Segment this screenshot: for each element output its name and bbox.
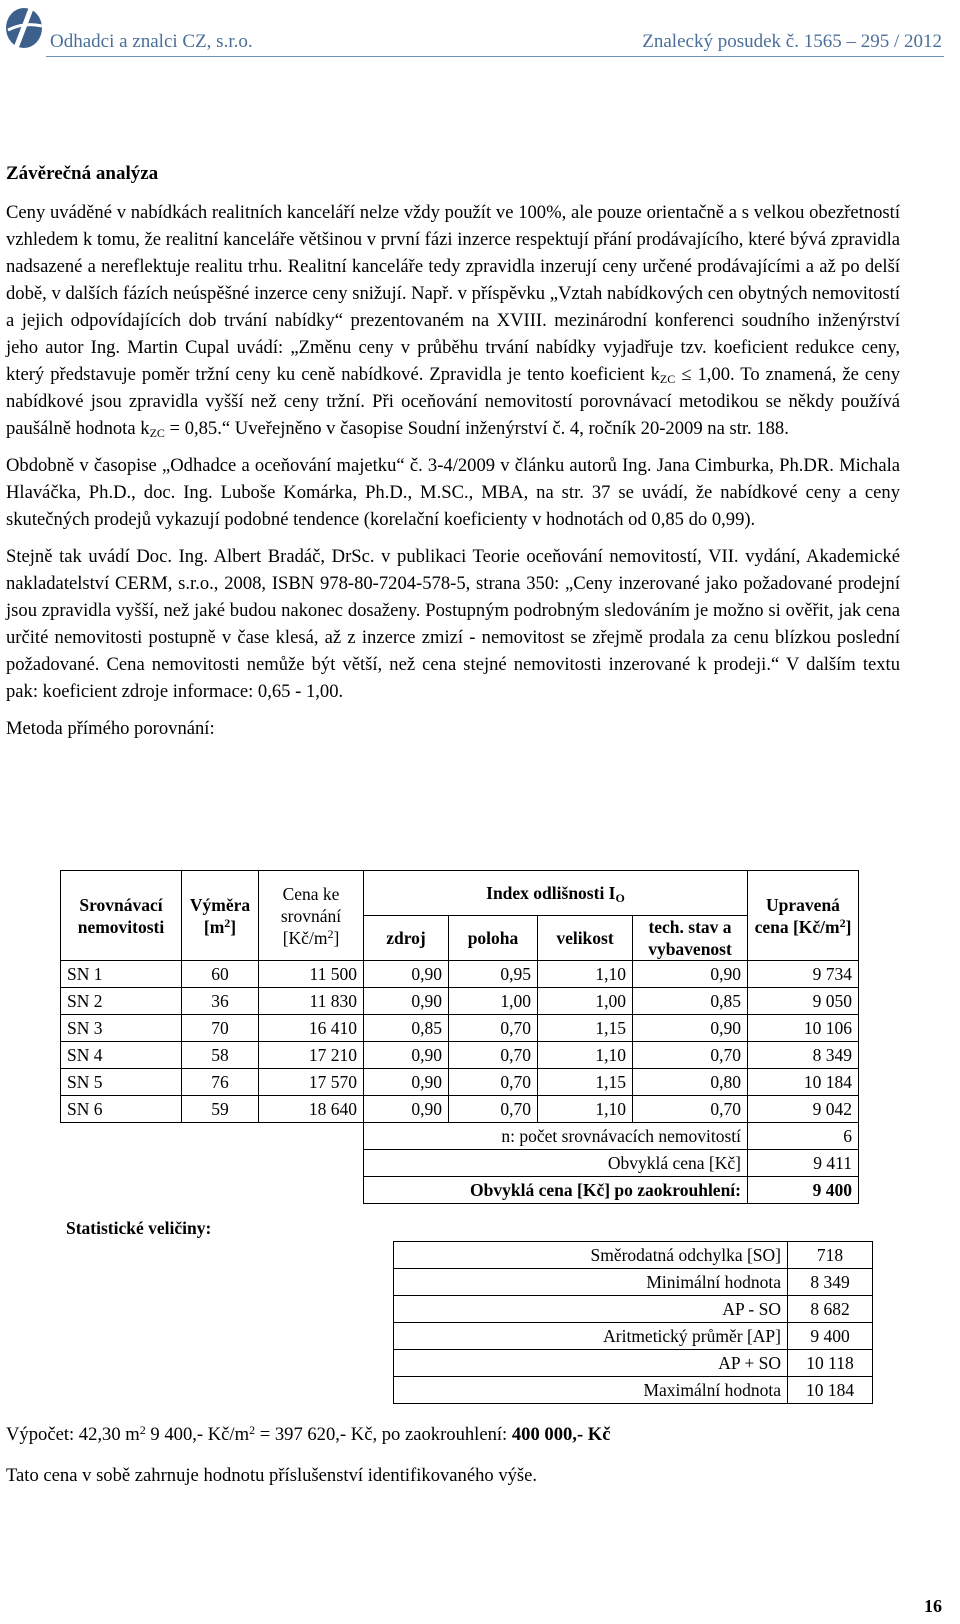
- paragraph-1-part-c: = 0,85.“ Uveřejněno v časopise Soudní inženýrství č. 4, ročník 20-2009 na str. 188.: [164, 418, 789, 439]
- superscript: 2: [224, 915, 231, 930]
- comparison-table: [60, 870, 859, 1204]
- superscript: 2: [139, 1423, 146, 1437]
- table-cell: SN 3: [61, 1015, 182, 1042]
- table-cell: 1,10: [538, 961, 633, 988]
- summary-row-rounded: [61, 1177, 859, 1204]
- statistics-row: [394, 1242, 873, 1269]
- statistic-value: 10 118: [788, 1350, 873, 1377]
- table-cell: 1,15: [538, 1015, 633, 1042]
- col-area-label: Výměra [m: [189, 894, 251, 937]
- calc-part-c: = 397 620,- Kč, po zaokrouhlení:: [255, 1424, 512, 1445]
- table-cell: 0,85: [364, 1015, 449, 1042]
- header-report-number: Znalecký posudek č. 1565 – 295 / 2012: [642, 31, 942, 52]
- subscript-zc: ZC: [149, 426, 165, 440]
- section-title: Závěrečná analýza: [6, 163, 159, 184]
- header-company: Odhadci a znalci CZ, s.r.o.: [50, 31, 253, 52]
- statistic-label: Aritmetický průměr [AP]: [394, 1323, 788, 1350]
- table-cell: 18 640: [259, 1096, 364, 1123]
- statistic-value: 8 682: [788, 1296, 873, 1323]
- table-cell: 9 050: [748, 988, 859, 1015]
- statistics-label: Statistické veličiny:: [66, 1218, 212, 1238]
- col-tech: tech. stav a vybavenost: [633, 916, 748, 961]
- table-cell: 16 410: [259, 1015, 364, 1042]
- subscript: O: [615, 891, 625, 905]
- col-adjusted-end: ]: [845, 916, 852, 937]
- col-area-end: ]: [230, 916, 237, 937]
- table-cell: 0,90: [633, 961, 748, 988]
- col-price-label: Cena ke srovnání [Kč/m: [280, 883, 342, 948]
- table-cell: 1,00: [538, 988, 633, 1015]
- table-cell: 17 570: [259, 1069, 364, 1096]
- company-logo-icon: [4, 4, 46, 50]
- table-cell: 1,10: [538, 1096, 633, 1123]
- statistic-label: Minimální hodnota: [394, 1269, 788, 1296]
- col-area: [182, 871, 259, 961]
- table-cell: 0,70: [449, 1015, 538, 1042]
- table-cell: 0,90: [633, 1015, 748, 1042]
- table-cell: 0,90: [364, 1042, 449, 1069]
- blank-cell: [61, 1123, 364, 1150]
- table-cell: 0,70: [449, 1042, 538, 1069]
- header-divider: [46, 56, 944, 57]
- table-cell: SN 5: [61, 1069, 182, 1096]
- statistics-row: [394, 1269, 873, 1296]
- summary-count-value: 6: [748, 1123, 859, 1150]
- table-cell: SN 1: [61, 961, 182, 988]
- col-adjusted-label: Upravená cena [Kč/m: [754, 894, 840, 937]
- table-cell: 0,90: [364, 1069, 449, 1096]
- table-cell: 9 734: [748, 961, 859, 988]
- statistic-label: Maximální hodnota: [394, 1377, 788, 1404]
- statistics-row: [394, 1323, 873, 1350]
- summary-row-average: [61, 1150, 859, 1177]
- table-row: [61, 1042, 859, 1069]
- table-cell: 1,00: [449, 988, 538, 1015]
- page-header: [0, 0, 960, 60]
- table-cell: 0,70: [449, 1096, 538, 1123]
- table-cell: 0,70: [633, 1042, 748, 1069]
- table-cell: 10 184: [748, 1069, 859, 1096]
- superscript: 2: [249, 1423, 256, 1437]
- calc-part-b: 9 400,- Kč/m: [145, 1424, 250, 1445]
- table-row: [61, 961, 859, 988]
- statistic-value: 718: [788, 1242, 873, 1269]
- col-adjusted: [748, 871, 859, 961]
- table-cell: 76: [182, 1069, 259, 1096]
- col-price-end: ]: [333, 927, 340, 948]
- paragraph-2: Obdobně v časopise „Odhadce a oceňování majetku“ č. 3-4/2009 v článku autorů Ing. Jana Cimburka, Ph.DR. Michala Hlaváčka, Ph.D., doc. Ing. Luboše Komárka, Ph.D., M.SC., MBA, na str. 37 se uvádí, že nabídkové ceny a ceny skutečných prodejů vykazují podobné tendence (korelační koeficienty v hodnotách od 0,85 do 0,99).: [6, 455, 900, 530]
- col-price: [259, 871, 364, 961]
- table-cell: 0,90: [364, 961, 449, 988]
- statistics-row: [394, 1350, 873, 1377]
- summary-rounded-value: 9 400: [748, 1177, 859, 1204]
- table-header-row: [61, 871, 859, 916]
- statistic-label: Směrodatná odchylka [SO]: [394, 1242, 788, 1269]
- table-cell: 0,70: [449, 1069, 538, 1096]
- col-location: poloha: [449, 916, 538, 961]
- col-source: zdroj: [364, 916, 449, 961]
- statistic-label: AP - SO: [394, 1296, 788, 1323]
- summary-count-label: n: počet srovnávacích nemovitostí: [364, 1123, 748, 1150]
- col-size: velikost: [538, 916, 633, 961]
- paragraph-3: Stejně tak uvádí Doc. Ing. Albert Bradáč, DrSc. v publikaci Teorie oceňování nemovitostí, VII. vydání, Akademické nakladatelství CERM, s.r.o., 2008, ISBN 978-80-7204-578-5, strana 350: „Ceny inzerované jako požadované prodejní jsou zpravidla vyšší, než jaké budou nakonec dosaženy. Postupným podrobným sledováním je možno si ověřit, jak cena určité nemovitosti postupně v čase klesá, až z inzerce zmizí - nemovitost se zřejmě prodala za cenu blízkou poslední požadované. Cena nemovitosti nemůže být větší, než cena stejné nemovitosti inzerované k prodeji.“ V dalším textu pak: koeficient zdroje informace: 0,65 - 1,00.: [6, 546, 900, 702]
- col-property: Srovnávací nemovitosti: [61, 871, 182, 961]
- statistics-table: [393, 1241, 873, 1404]
- subscript-zc: ZC: [659, 372, 676, 386]
- table-cell: 11 830: [259, 988, 364, 1015]
- table-cell: 59: [182, 1096, 259, 1123]
- table-cell: 0,85: [633, 988, 748, 1015]
- table-cell: 0,80: [633, 1069, 748, 1096]
- calc-part-a: Výpočet: 42,30 m: [6, 1424, 140, 1445]
- table-cell: 9 042: [748, 1096, 859, 1123]
- statistic-value: 10 184: [788, 1377, 873, 1404]
- summary-row-count: [61, 1123, 859, 1150]
- table-cell: SN 6: [61, 1096, 182, 1123]
- method-label: Metoda přímého porovnání:: [6, 718, 215, 739]
- table-cell: 0,90: [364, 1096, 449, 1123]
- table-cell: 70: [182, 1015, 259, 1042]
- table-cell: 8 349: [748, 1042, 859, 1069]
- table-cell: 1,10: [538, 1042, 633, 1069]
- main-content: [6, 160, 900, 742]
- calculation-line: [6, 1424, 611, 1446]
- table-cell: 1,15: [538, 1069, 633, 1096]
- col-index-label: Index odlišnosti I: [486, 883, 616, 903]
- closing-note: Tato cena v sobě zahrnuje hodnotu příslušenství identifikovaného výše.: [6, 1465, 538, 1486]
- statistics-row: [394, 1296, 873, 1323]
- blank-cell: [61, 1150, 364, 1177]
- table-cell: SN 2: [61, 988, 182, 1015]
- page-number: 16: [924, 1596, 942, 1616]
- col-index-group: [364, 871, 748, 916]
- table-cell: 10 106: [748, 1015, 859, 1042]
- table-row: [61, 988, 859, 1015]
- table-row: [61, 1015, 859, 1042]
- statistics-row: [394, 1377, 873, 1404]
- paragraph-1-part-b: ≤ 1,00. To znamená, že ceny nabídkové jsou zpravidla vyšší než ceny tržní. Při oceňování nemovitostí porovnávací metodikou se někdy používá paušálně hodnota k: [6, 364, 900, 439]
- table-row: [61, 1096, 859, 1123]
- table-cell: 58: [182, 1042, 259, 1069]
- superscript: 2: [327, 926, 334, 941]
- table-row: [61, 1069, 859, 1096]
- paragraph-1-part-a: Ceny uváděné v nabídkách realitních kanceláří nelze vždy použít ve 100%, ale pouze orientačně a s velkou obezřetností vzhledem k tomu, že realitní kanceláře většinou v první fázi inzerce respektují přání prodávajícího, které bývá zpravidla nadsazené a nereflektuje realitu trhu. Realitní kanceláře tedy zpravidla inzerují ceny určené prodávajícími a až po delší době, v dalších fázích neúspěšné inzerce ceny snižují. Např. v příspěvku „Vztah nabídkových cen obytných nemovitostí a jejich odpovídajících dob trvání nabídky“ prezentovaném na XVIII. mezinárodní konferenci soudního inženýrství jeho autor Ing. Martin Cupal uvádí: „Změnu ceny v průběhu trvání nabídky vyjadřuje tzv. koeficient redukce ceny, který představuje poměr tržní ceny ku ceně nabídkové. Zpravidla je tento koeficient k: [6, 202, 900, 385]
- blank-cell: [61, 1177, 364, 1204]
- statistic-label: AP + SO: [394, 1350, 788, 1377]
- statistic-value: 9 400: [788, 1323, 873, 1350]
- calc-final-value: 400 000,- Kč: [511, 1424, 611, 1445]
- summary-average-value: 9 411: [748, 1150, 859, 1177]
- table-cell: 0,95: [449, 961, 538, 988]
- table-cell: 36: [182, 988, 259, 1015]
- summary-rounded-label: Obvyklá cena [Kč] po zaokrouhlení:: [364, 1177, 748, 1204]
- summary-average-label: Obvyklá cena [Kč]: [364, 1150, 748, 1177]
- table-cell: 0,90: [364, 988, 449, 1015]
- statistic-value: 8 349: [788, 1269, 873, 1296]
- table-cell: 60: [182, 961, 259, 988]
- table-cell: SN 4: [61, 1042, 182, 1069]
- superscript: 2: [839, 915, 846, 930]
- table-cell: 17 210: [259, 1042, 364, 1069]
- table-cell: 11 500: [259, 961, 364, 988]
- paragraph-1: [6, 199, 900, 442]
- table-cell: 0,70: [633, 1096, 748, 1123]
